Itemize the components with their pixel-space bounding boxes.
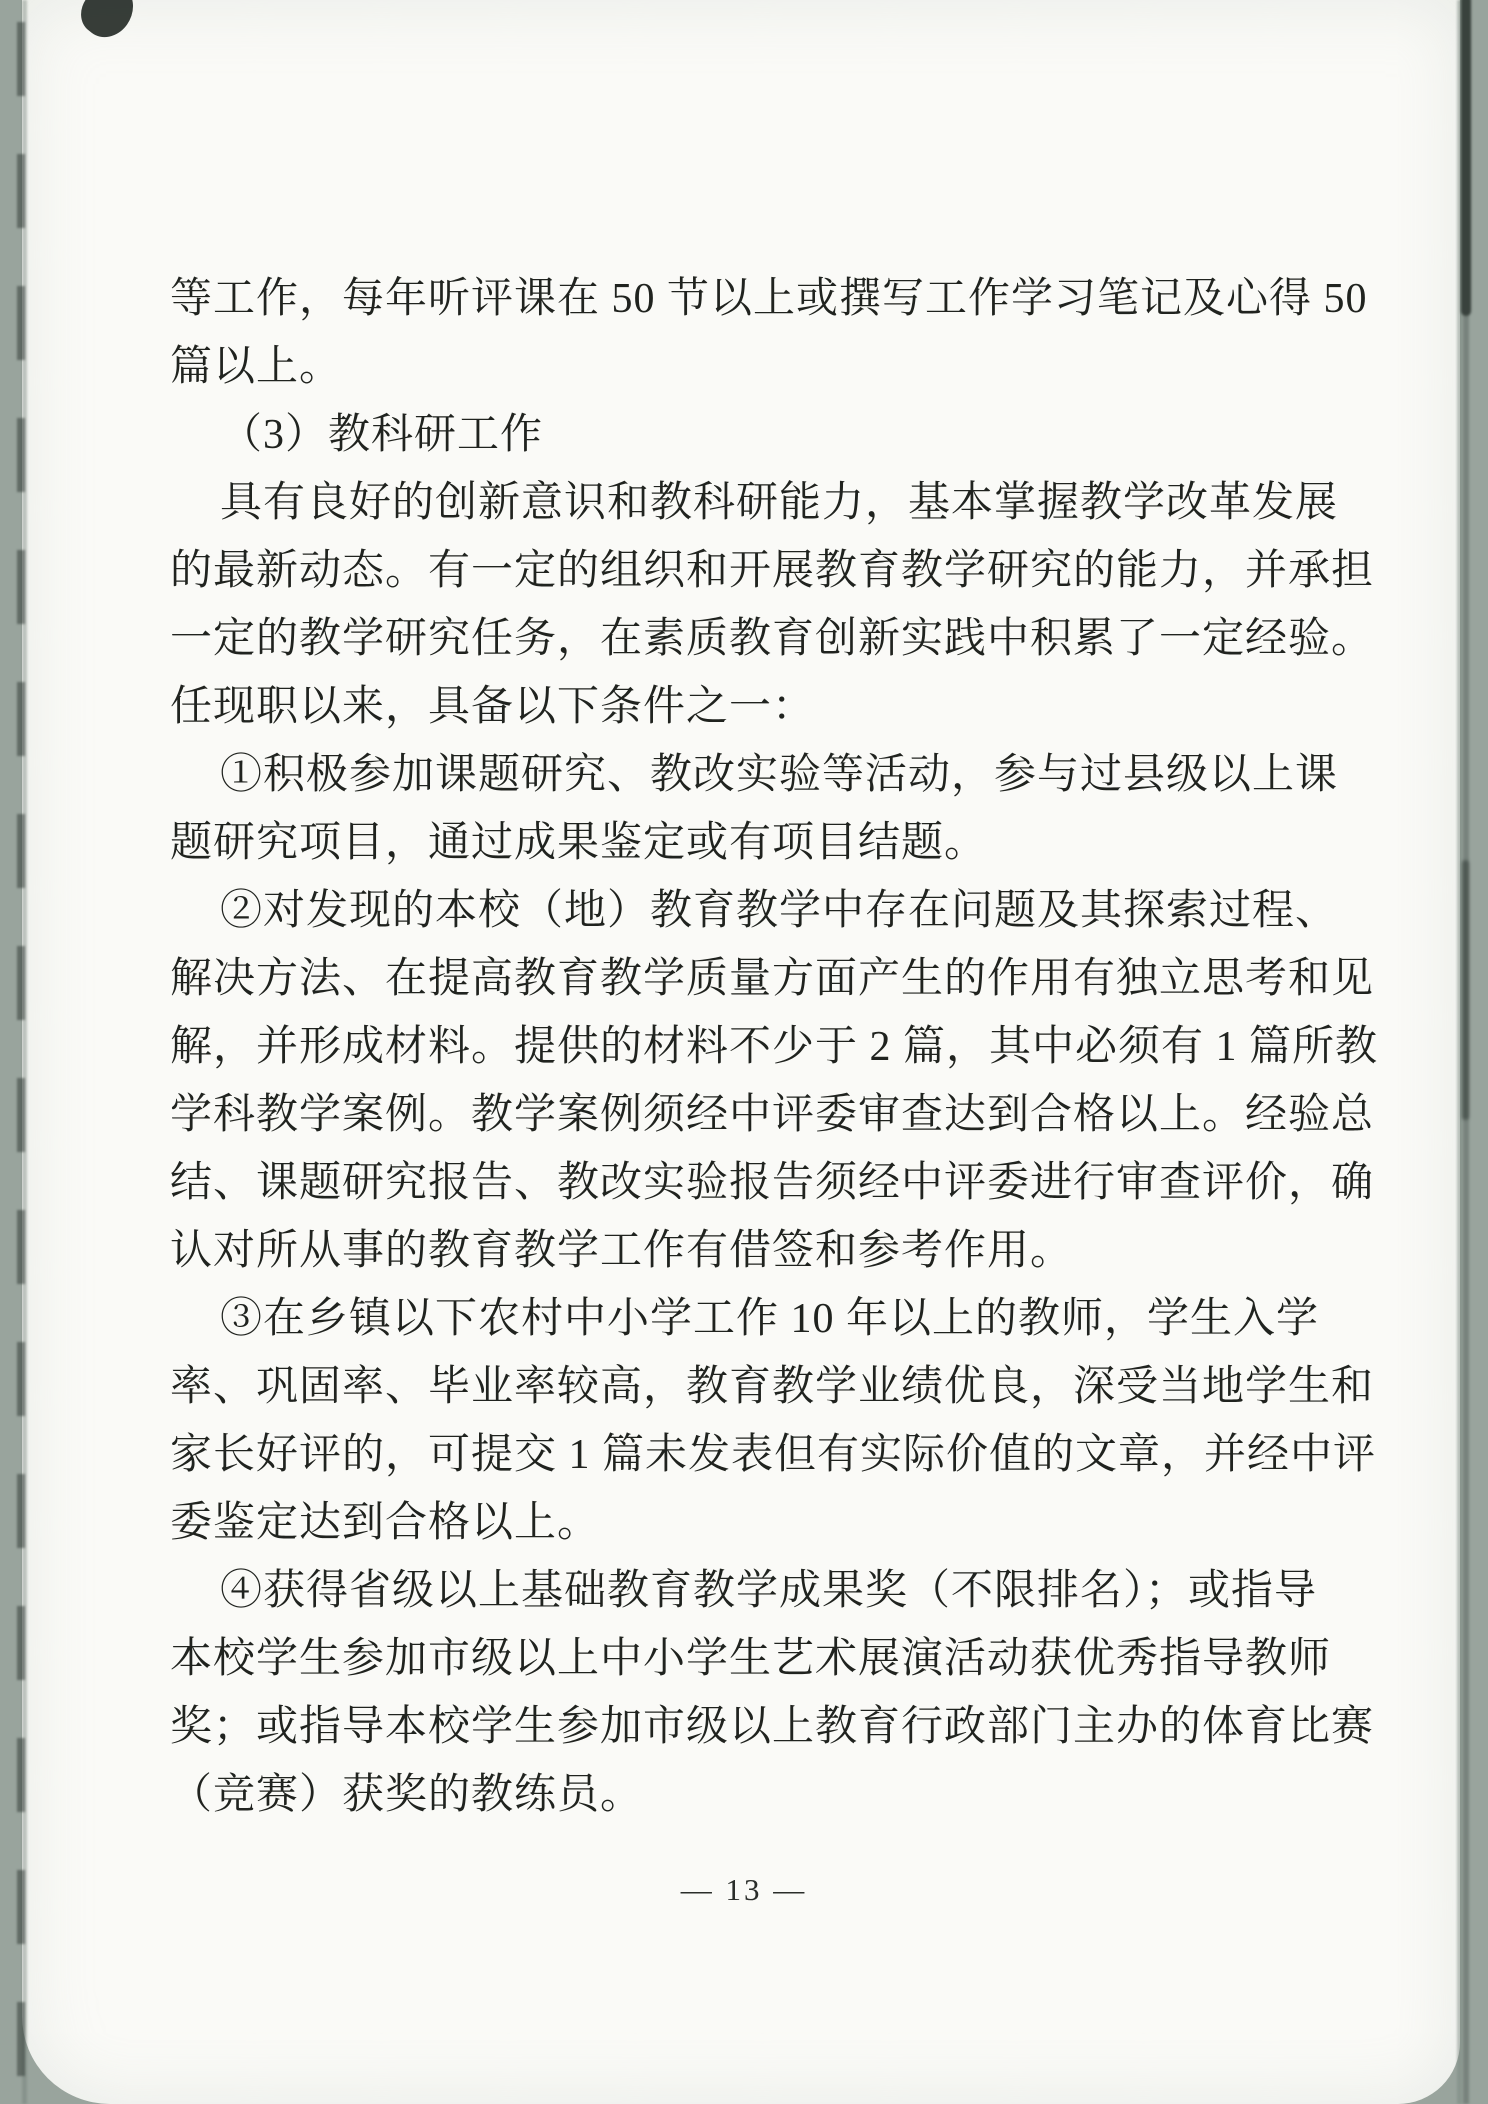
text-line: 委鉴定达到合格以上。 — [170, 1500, 601, 1546]
text-line: （竞赛）获奖的教练员。 — [170, 1772, 644, 1818]
text-line: 解决方法、在提高教育教学质量方面产生的作用有独立思考和见 — [170, 956, 1375, 1002]
scan-artifact-right-edge-smudge — [1462, 860, 1469, 1120]
text-line: 学科教学案例。教学案例须经中评委审查达到合格以上。经验总 — [170, 1092, 1375, 1138]
scan-artifact-right-edge-bar — [1461, 0, 1471, 316]
text-line: 具有良好的创新意识和教科研能力，基本掌握教学改革发展 — [220, 480, 1339, 526]
text-line: ①积极参加课题研究、教改实验等活动，参与过县级以上课 — [220, 752, 1339, 798]
text-line: 本校学生参加市级以上中小学生艺术展演活动获优秀指导教师 — [170, 1636, 1332, 1682]
document-text — [170, 265, 1379, 1829]
text-line: 一定的教学研究任务，在素质教育创新实践中积累了一定经验。 — [170, 616, 1375, 662]
text-line: 家长好评的，可提交 1 篇未发表但有实际价值的文章，并经中评 — [170, 1432, 1377, 1478]
page-number: — 13 — — [680, 1872, 808, 1907]
text-line: 率、巩固率、毕业率较高，教育教学业绩优良，深受当地学生和 — [170, 1364, 1375, 1410]
text-line: （3）教科研工作 — [220, 412, 544, 458]
text-line: ④获得省级以上基础教育教学成果奖（不限排名）；或指导 — [220, 1568, 1318, 1614]
text-line: 结、课题研究报告、教改实验报告须经中评委进行审查评价，确 — [170, 1160, 1375, 1206]
text-line: 任现职以来，具备以下条件之一： — [170, 684, 816, 730]
text-line: 奖；或指导本校学生参加市级以上教育行政部门主办的体育比赛 — [170, 1704, 1375, 1750]
text-line: 认对所从事的教育教学工作有借签和参考作用。 — [170, 1228, 1074, 1274]
text-line: 篇以上。 — [170, 344, 343, 390]
text-line: ②对发现的本校（地）教育教学中存在问题及其探索过程、 — [220, 888, 1339, 934]
text-line: 的最新动态。有一定的组织和开展教育教学研究的能力，并承担 — [170, 548, 1375, 594]
text-line: 等工作，每年听评课在 50 节以上或撰写工作学习笔记及心得 50 — [170, 276, 1368, 322]
text-line: ③在乡镇以下农村中小学工作 10 年以上的教师，学生入学 — [220, 1296, 1320, 1342]
text-line: 题研究项目，通过成果鉴定或有项目结题。 — [170, 820, 988, 866]
scan-artifact-left-edge-dashes — [17, 0, 25, 2104]
text-line: 解，并形成材料。提供的材料不少于 2 篇，其中必须有 1 篇所教 — [170, 1024, 1379, 1070]
